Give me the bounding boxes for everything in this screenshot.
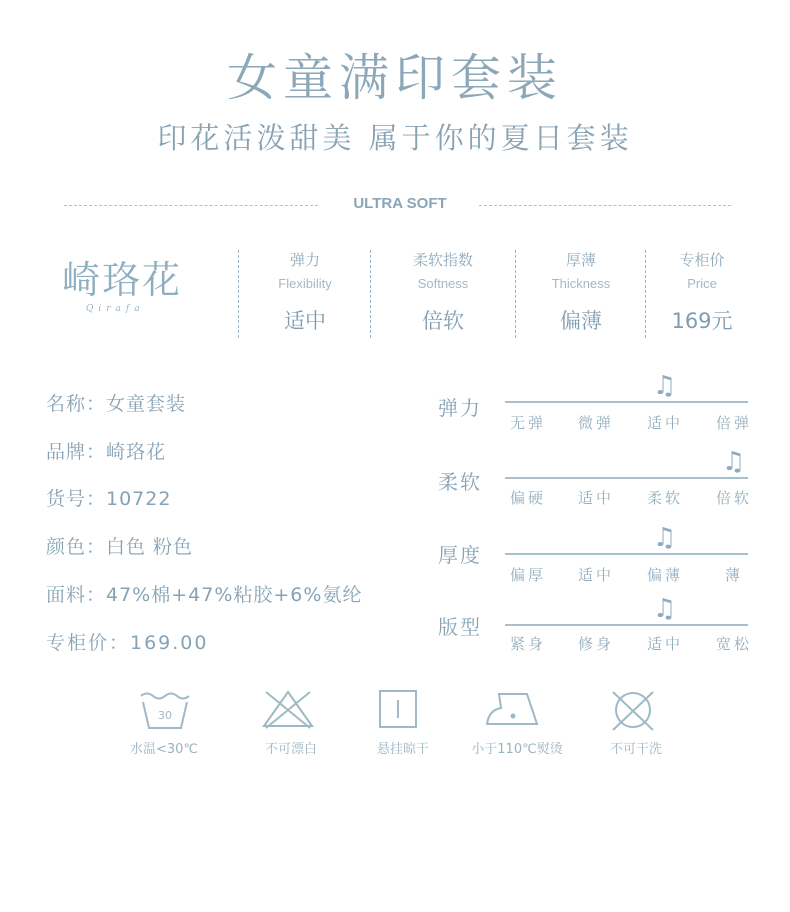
ultra-soft-badge: ULTRA SOFT (353, 195, 447, 212)
property-cn: 柔软指数 (412, 251, 473, 269)
property-cn: 专柜价 (679, 251, 725, 269)
property-thickness (517, 250, 645, 340)
column-divider (645, 250, 646, 338)
iron-low-icon (485, 688, 541, 732)
logo-text: 崎珞花 (62, 258, 183, 302)
care-label-dryclean: 不可干洗 (609, 742, 662, 757)
spec-name: 名称：女童套装 (46, 393, 187, 415)
care-label-bleach: 不可漂白 (264, 742, 317, 757)
spec-colors: 颜色：白色 粉色 (46, 536, 194, 558)
scale-tick: 修身 (577, 635, 614, 653)
property-value: 偏薄 (560, 309, 602, 333)
scale-tick: 倍弹 (715, 414, 752, 432)
care-label-dry: 悬挂晾干 (376, 742, 429, 757)
brand-logo (62, 256, 212, 328)
wash-temp-text: 30 (158, 709, 172, 722)
no-bleach-icon (260, 688, 316, 732)
property-flexibility (240, 250, 370, 340)
scale-tick: 适中 (577, 566, 614, 584)
divider-left (64, 205, 318, 206)
scale-label-flexibility: 弹力 (438, 396, 482, 420)
scale-tick: 宽松 (715, 635, 752, 653)
scale-tick: 柔软 (646, 489, 683, 507)
property-en: Softness (417, 276, 469, 291)
no-dry-clean-icon (605, 688, 661, 732)
scale-tick: 适中 (577, 489, 614, 507)
scale-label-thickness: 厚度 (438, 543, 482, 567)
wash-30-icon (137, 688, 193, 732)
scale-tick: 倍软 (715, 489, 752, 507)
scale-tick: 适中 (646, 635, 683, 653)
page-title: 女童满印套装 (227, 49, 563, 107)
care-label-iron: 小于110℃熨烫 (471, 742, 563, 757)
scale-tick: 无弹 (509, 414, 546, 432)
property-cn: 弹力 (289, 251, 320, 269)
logo-subtext: Qirafa (86, 304, 145, 314)
column-divider (238, 250, 239, 338)
spec-brand: 品牌：崎珞花 (46, 441, 167, 463)
scale-tick: 紧身 (509, 635, 546, 653)
note-icon: ♫ (653, 523, 677, 553)
property-value: 169元 (671, 309, 733, 333)
column-divider (515, 250, 516, 338)
property-value: 适中 (284, 309, 326, 333)
property-en: Price (687, 276, 717, 291)
property-price (647, 250, 757, 340)
scale-label-softness: 柔软 (438, 470, 482, 494)
property-value: 倍软 (422, 309, 464, 333)
property-cn: 厚薄 (565, 251, 596, 269)
scale-tick: 薄 (724, 566, 743, 584)
scale-line (505, 401, 748, 403)
spec-item-number: 货号：10722 (46, 488, 172, 510)
scale-tick: 偏硬 (509, 489, 546, 507)
care-label-wash: 水温<30℃ (129, 742, 199, 757)
hang-dry-icon (370, 688, 426, 732)
note-icon: ♫ (653, 371, 677, 401)
scale-tick: 偏薄 (646, 566, 683, 584)
property-softness (372, 250, 514, 340)
spec-fabric: 面料：47%棉+47%粘胶+6%氨纶 (46, 584, 363, 606)
scale-tick: 偏厚 (509, 566, 546, 584)
spec-price: 专柜价：169.00 (46, 632, 209, 654)
note-icon: ♫ (653, 594, 677, 624)
property-en: Flexibility (278, 276, 332, 291)
note-icon: ♫ (722, 447, 746, 477)
scale-label-fit: 版型 (438, 615, 482, 639)
divider-right (479, 205, 731, 206)
scale-tick: 适中 (646, 414, 683, 432)
scale-line (505, 553, 748, 555)
scale-line (505, 624, 748, 626)
page-subtitle: 印花活泼甜美 属于你的夏日套装 (157, 121, 633, 155)
column-divider (370, 250, 371, 338)
scale-line (505, 477, 748, 479)
scale-tick: 微弹 (577, 414, 614, 432)
property-en: Thickness (551, 276, 611, 291)
